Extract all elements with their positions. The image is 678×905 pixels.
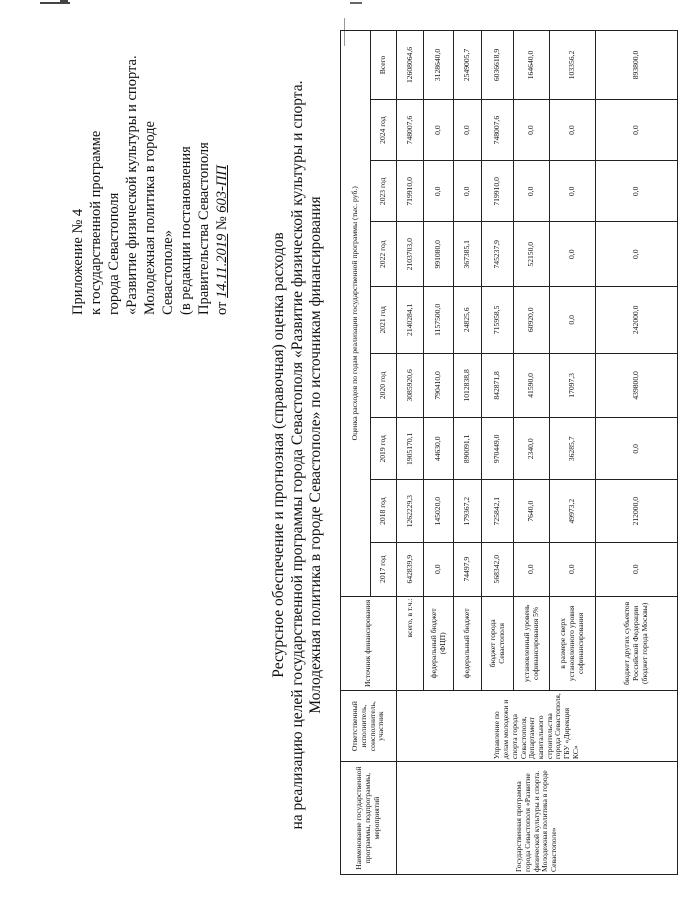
value-cell: 36285,7 <box>550 418 596 480</box>
value-cell: 0,0 <box>454 99 482 160</box>
value-cell: 0,0 <box>424 99 454 160</box>
value-cell: 0,0 <box>514 542 550 596</box>
value-cell: 2340,0 <box>514 418 550 480</box>
value-cell: 745237,9 <box>482 222 514 287</box>
header-year: 2020 год <box>371 353 397 418</box>
value-cell: 0,0 <box>596 161 678 222</box>
appendix-block <box>70 45 232 315</box>
source-cell: федеральный бюджет (ФЦП) <box>424 596 454 691</box>
value-cell: 790410,0 <box>424 353 454 418</box>
heading-line: Ресурсное обеспечение и прогнозная (справочная) оценка расходов <box>270 232 287 678</box>
value-cell: 145020,0 <box>424 480 454 542</box>
source-cell: установленный уровень софинансирования 5% <box>514 596 550 691</box>
appendix-date-prefix: от <box>213 301 230 315</box>
value-cell: 3085920,6 <box>397 353 424 418</box>
value-cell: 0,0 <box>550 287 596 354</box>
appendix-number-prefix: № <box>213 216 230 231</box>
appendix-line: «Развитие физической культуры и спорта. <box>123 55 140 315</box>
value-cell: 49973,2 <box>550 480 596 542</box>
value-cell: 41590,0 <box>514 353 550 418</box>
heading-line: на реализацию целей государственной программы города Севастополя «Развитие физической культуры и спорта. <box>288 80 306 830</box>
rotated-page <box>20 20 649 890</box>
total-cell: 12608064,6 <box>397 31 424 100</box>
total-cell: 164640,0 <box>514 31 550 100</box>
value-cell: 52150,0 <box>514 222 550 287</box>
value-cell: 7640,0 <box>514 480 550 542</box>
value-cell: 0,0 <box>596 418 678 480</box>
header-year: 2018 год <box>371 480 397 542</box>
header-year: 2021 год <box>371 287 397 354</box>
header-year: 2023 год <box>371 161 397 222</box>
value-cell: 890091,1 <box>454 418 482 480</box>
program-name-cell: Государственная программа города Севастополя «Развитие физической культуры и спорта. Молодежная политика в городе Севастополе» <box>397 762 678 875</box>
value-cell: 748007,6 <box>397 99 424 160</box>
value-cell: 242000,0 <box>596 287 678 354</box>
appendix-line: Севастополе» <box>159 230 176 315</box>
value-cell: 1905170,1 <box>397 418 424 480</box>
value-cell: 0,0 <box>596 99 678 160</box>
executor-1: Управление по делам молодежи и спорта города Севастополя, <box>492 699 528 760</box>
value-cell: 0,0 <box>424 542 454 596</box>
appendix-line: Молодежная политика в городе <box>141 121 158 315</box>
value-cell: 842871,8 <box>482 353 514 418</box>
value-cell: 0,0 <box>550 161 596 222</box>
heading-line: Молодежная политика в городе Севастополе» по источникам финансирования <box>307 196 325 714</box>
value-cell: 179367,2 <box>454 480 482 542</box>
appendix-line: (в редакции постановления <box>177 146 194 315</box>
total-cell: 893800,0 <box>596 31 678 100</box>
value-cell: 642839,9 <box>397 542 424 596</box>
value-cell: 0,0 <box>424 161 454 222</box>
scan-artifact <box>0 0 628 10</box>
value-cell: 60920,0 <box>514 287 550 354</box>
value-cell: 367385,1 <box>454 222 482 287</box>
value-cell: 719910,0 <box>482 161 514 222</box>
value-cell: 568342,0 <box>482 542 514 596</box>
source-cell: бюджет города Севастополя <box>482 596 514 691</box>
value-cell: 2103703,0 <box>397 222 424 287</box>
value-cell: 212000,0 <box>596 480 678 542</box>
value-cell: 748007,6 <box>482 99 514 160</box>
source-cell: федеральный бюджет <box>454 596 482 691</box>
appendix-line: Правительства Севастополя <box>195 142 212 315</box>
value-cell: 0,0 <box>550 542 596 596</box>
appendix-date: 14.11.2019 <box>213 233 230 298</box>
table-row <box>397 31 424 875</box>
value-cell: 0,0 <box>550 222 596 287</box>
value-cell: 725842,1 <box>482 480 514 542</box>
value-cell: 0,0 <box>514 161 550 222</box>
value-cell: 24825,6 <box>454 287 482 354</box>
value-cell: 74497,9 <box>454 542 482 596</box>
appendix-line: города Севастополя <box>105 192 122 315</box>
value-cell: 970449,0 <box>482 418 514 480</box>
source-cell: в размере сверх установленного уровня софинансирования <box>550 596 596 691</box>
value-cell: 715958,5 <box>482 287 514 354</box>
value-cell: 439800,0 <box>596 353 678 418</box>
appendix-number: 603-ПП <box>213 165 230 213</box>
value-cell: 44630,0 <box>424 418 454 480</box>
value-cell: 0,0 <box>596 542 678 596</box>
value-cell: 0,0 <box>514 99 550 160</box>
value-cell: 991080,0 <box>424 222 454 287</box>
header-estimate: Оценка расходов по годам реализации государственной программы (тыс. руб.) <box>341 31 371 597</box>
header-year: 2024 год <box>371 99 397 160</box>
header-total: Всего <box>371 31 397 100</box>
value-cell: 1012838,8 <box>454 353 482 418</box>
value-cell: 2140284,1 <box>397 287 424 354</box>
total-cell: 6036618,9 <box>482 31 514 100</box>
executor-2: Департамент капитального строительства города Севастополя, ГБУ «Дирекция КС» <box>527 693 580 760</box>
table-header-row <box>341 31 371 875</box>
value-cell: 1157500,0 <box>424 287 454 354</box>
value-cell: 719910,0 <box>397 161 424 222</box>
financing-table <box>340 30 678 875</box>
appendix-date-line <box>214 45 232 315</box>
total-cell: 3128640,0 <box>424 31 454 100</box>
total-cell: 103356,2 <box>550 31 596 100</box>
value-cell: 0,0 <box>550 99 596 160</box>
executor-cell <box>397 691 678 762</box>
value-cell: 0,0 <box>596 222 678 287</box>
value-cell: 1262229,3 <box>397 480 424 542</box>
header-source: Источник финансирования <box>341 596 397 691</box>
source-cell: бюджет других субъектов Российской Федерации (бюджет города Москвы) <box>596 596 678 691</box>
value-cell: 0,0 <box>454 161 482 222</box>
header-year: 2022 год <box>371 222 397 287</box>
appendix-line: к государственной программе <box>87 130 104 315</box>
total-cell: 2549005,7 <box>454 31 482 100</box>
header-year: 2019 год <box>371 418 397 480</box>
document-heading <box>270 20 326 890</box>
header-executor: Ответственный исполнитель, соисполнитель, участник <box>341 691 397 762</box>
header-year: 2017 год <box>371 542 397 596</box>
appendix-title: Приложение № 4 <box>70 208 86 315</box>
value-cell: 17097,3 <box>550 353 596 418</box>
header-name: Наименование государственной программы, подпрограммы, мероприятий <box>341 762 397 875</box>
source-cell: всего, в т.ч.: <box>397 596 424 691</box>
